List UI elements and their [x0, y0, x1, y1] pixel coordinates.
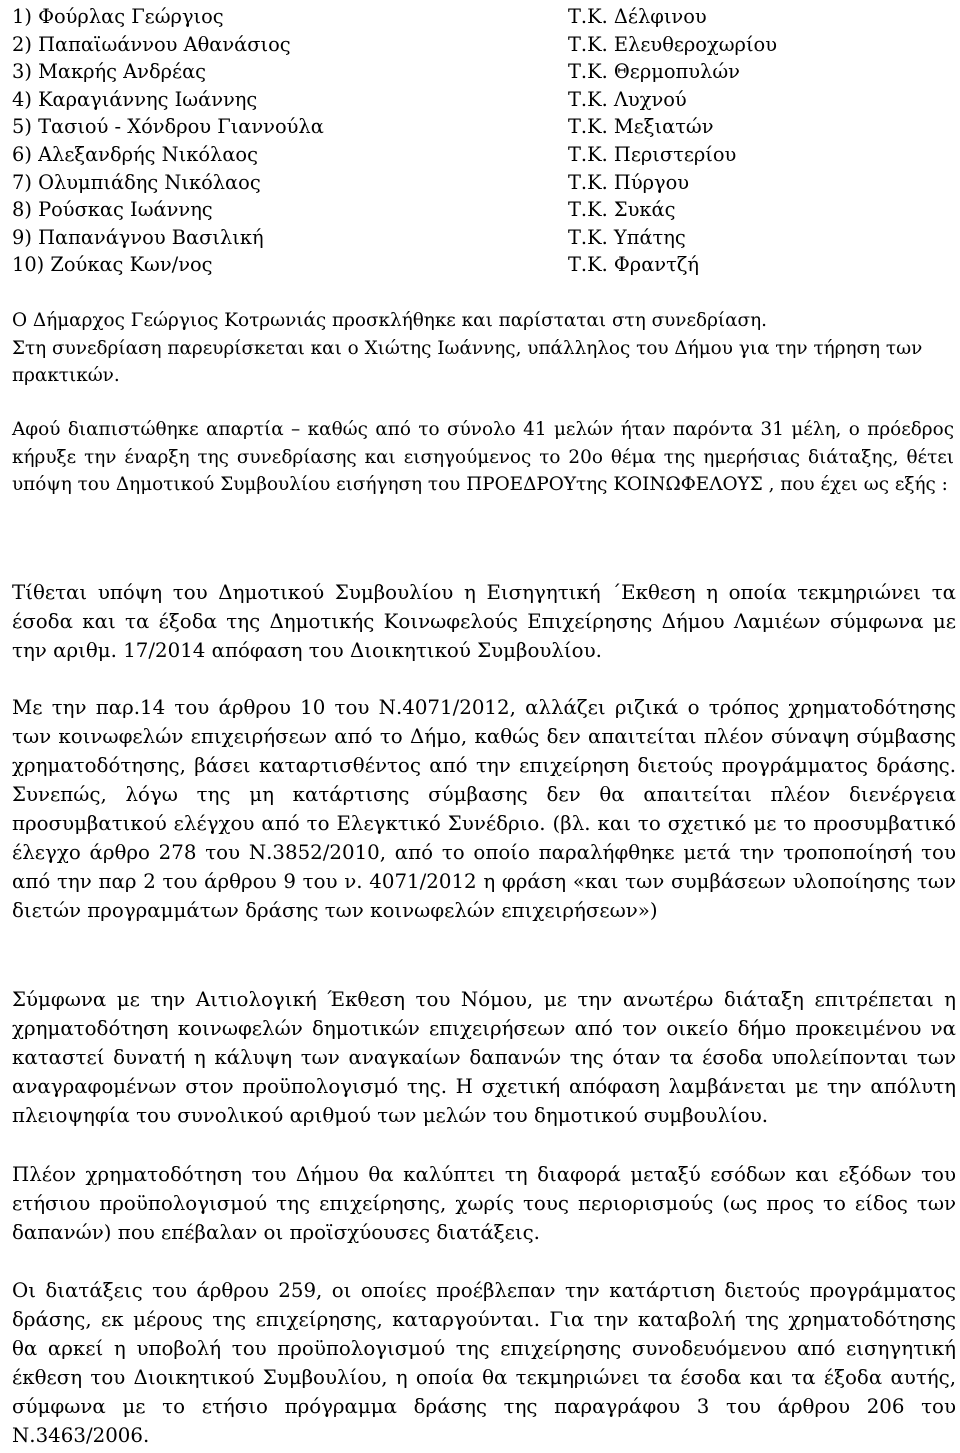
member-community: Τ.Κ. Μεξιατών [568, 115, 714, 139]
member-row [12, 196, 952, 224]
member-community: Τ.Κ. Περιστερίου [568, 142, 737, 166]
member-name: 4) Καραγιάννης Ιωάννης [12, 87, 258, 111]
member-row [12, 3, 952, 31]
member-community: Τ.Κ. Δέλφινου [568, 5, 707, 28]
member-name: 8) Ρούσκας Ιωάννης [12, 198, 213, 222]
member-name: 5) Τασιού - Χόνδρου Γιαννούλα [12, 115, 324, 139]
member-community: Τ.Κ. Θερμοπυλών [568, 60, 740, 84]
member-community: Τ.Κ. Ελευθεροχωρίου [568, 32, 778, 56]
proposal-paragraph-2 [12, 693, 956, 925]
member-name: 3) Μακρής Ανδρέας [12, 60, 207, 84]
mayor-note: Ο Δήμαρχος Γεώργιος Κοτρωνιάς προσκλήθηκε και παρίσταται στη συνεδρίαση. [12, 310, 767, 331]
member-community: Τ.Κ. Συκάς [568, 198, 676, 222]
proposal-paragraph-1 [12, 578, 956, 665]
member-row [12, 224, 952, 252]
member-row [12, 169, 952, 197]
member-row [12, 58, 952, 86]
quorum-paragraph [12, 416, 954, 499]
member-row [12, 31, 952, 59]
attendance-notes [12, 307, 954, 390]
council-members-list [12, 3, 952, 279]
member-community: Τ.Κ. Υπάτης [568, 225, 686, 249]
member-name: 1) Φούρλας Γεώργιος [12, 5, 224, 28]
clerk-note: Στη συνεδρίαση παρευρίσκεται και ο Χιώτης Ιωάννης, υπάλληλος του Δήμου για την τήρηση των πρακτικών. [12, 337, 923, 387]
quorum-text: Αφού διαπιστώθηκε απαρτία – καθώς από το σύνολο 41 μελών ήταν παρόντα 31 μέλη, ο πρόεδρος κήρυξε την έναρξη της συνεδρίασης και εισηγούμενος το 20ο θέμα της ημερήσιας διάταξης, θέτει υπόψη του Δημοτικού Συμβουλίου εισήγηση του ΠΡΟΕΔΡΟΥτης ΚΟΙΝΩΦΕΛΟΥΣ , που έχει ως εξής : [12, 419, 954, 496]
body-paragraph: Τίθεται υπόψη του Δημοτικού Συμβουλίου η Εισηγητική ΄Εκθεση η οποία τεκμηριώνει τα έσοδα και τα έξοδα της Δημοτικής Κοινωφελούς Επιχείρησης Δήμου Λαμιέων σύμφωνα με την αριθμ. 17/2014 απόφαση του Διοικητικού Συμβουλίου. [12, 581, 956, 662]
body-paragraph: Πλέον χρηματοδότηση του Δήμου θα καλύπτει τη διαφορά μεταξύ εσόδων και εξόδων του ετήσιου προϋπολογισμού της επιχείρησης, χωρίς τους περιορισμούς (ως προς το είδος των δαπανών) που επέβαλαν οι προϊσχύουσες διατάξεις. [12, 1163, 956, 1244]
member-name: 10) Ζούκας Κων/νος [12, 253, 213, 277]
member-name: 2) Παπαϊωάννου Αθανάσιος [12, 32, 291, 56]
member-name: 9) Παπανάγνου Βασιλική [12, 225, 264, 249]
body-paragraph: Με την παρ.14 του άρθρου 10 του Ν.4071/2012, αλλάζει ριζικά ο τρόπος χρηματοδότησης των κοινωφελών επιχειρήσεων από το Δήμο, καθώς δεν απαιτείται πλέον σύναψη σύμβασης χρηματοδότησης, βάσει καταρτισθέντος από την επιχείρηση διετούς προγράμματος δράσης. Συνεπώς, λόγω της μη κατάρτισης σύμβασης δεν θα απαιτείται πλέον διενέργεια προσυμβατικού ελέγχου από το Ελεγκτικό Συνέδριο. (βλ. και το σχετικό με το προσυμβατικό έλεγχο άρθρο 278 του Ν.3852/2010, από το οποίο παραλήφθηκε μετά την τροποποίησή του από την παρ 2 του άρθρου 9 του ν. 4071/2012 η φράση «και των συμβάσεων υλοποίησης των διετών προγραμμάτων δράσης των κοινωφελών επιχειρήσεων») [12, 696, 956, 922]
member-community: Τ.Κ. Λυχνού [568, 87, 687, 111]
member-name: 6) Αλεξανδρής Νικόλαος [12, 142, 258, 166]
member-community: Τ.Κ. Πύργου [568, 170, 690, 194]
proposal-paragraph-5 [12, 1276, 956, 1450]
member-name: 7) Ολυμπιάδης Νικόλαος [12, 170, 261, 194]
member-community: Τ.Κ. Φραντζή [568, 253, 699, 277]
body-paragraph: Σύμφωνα με την Αιτιολογική Έκθεση του Νόμου, με την ανωτέρω διάταξη επιτρέπεται η χρηματοδότηση κοινωφελών δημοτικών επιχειρήσεων από τον οικείο δήμο προκειμένου να καταστεί δυνατή η κάλυψη των αναγκαίων δαπανών της όταν τα έσοδα υπολείπονται των αναγραφομένων στον προϋπολογισμό της. Η σχετική απόφαση λαμβάνεται με την απόλυτη πλειοψηφία του συνολικού αριθμού των μελών του δημοτικού συμβουλίου. [12, 988, 956, 1127]
member-row [12, 113, 952, 141]
member-row [12, 86, 952, 114]
body-paragraph: Οι διατάξεις του άρθρου 259, οι οποίες προέβλεπαν την κατάρτιση διετούς προγράμματος δράσης, εκ μέρους της επιχείρησης, καταργούνται. Για την καταβολή της χρηματοδότησης θα αρκεί η υποβολή του προϋπολογισμού της επιχείρησης συνοδευόμενου από εισηγητική έκθεση του Διοικητικού Συμβουλίου, η οποία θα τεκμηριώνει τα έσοδα και τα έξοδα αυτής, σύμφωνα με το ετήσιο πρόγραμμα δράσης της παραγράφου 3 του άρθρου 206 του Ν.3463/2006. [12, 1279, 956, 1447]
member-row [12, 141, 952, 169]
member-row [12, 251, 952, 279]
proposal-paragraph-3 [12, 985, 956, 1130]
proposal-paragraph-4 [12, 1160, 956, 1247]
